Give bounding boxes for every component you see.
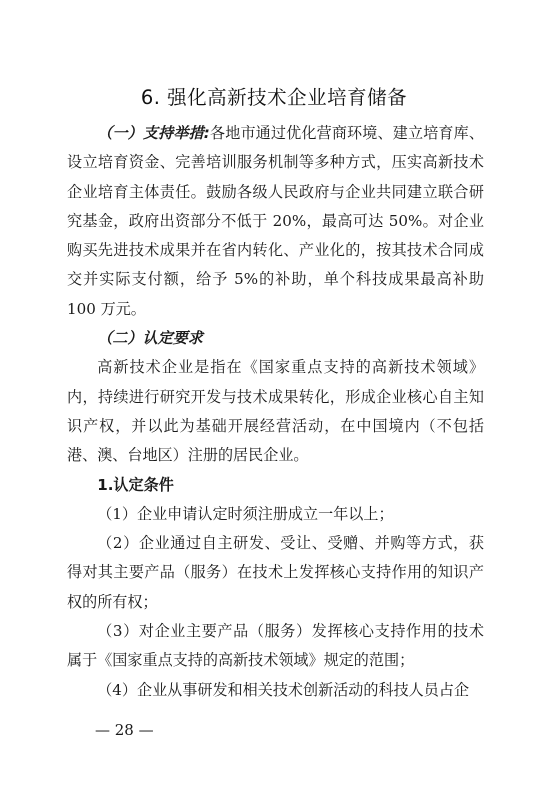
section-title: 6. 强化高新技术企业培育储备 [140, 86, 408, 109]
condition-item-2: （2）企业通过自主研发、受让、受赠、并购等方式，获得对其主要产品（服务）在技术上发挥核心支持作用的知识产权的所有权； [67, 534, 484, 611]
condition-item-3: （3）对企业主要产品（服务）发挥核心支持作用的技术属于《国家重点支持的高新技术领域》规定的范围； [67, 622, 484, 670]
recognition-heading: （二）认定要求 [97, 329, 203, 348]
document-body [67, 119, 484, 705]
support-paragraph [67, 119, 484, 324]
conditions-heading: 1.认定条件 [97, 475, 174, 494]
condition-item-4: （4）企业从事研发和相关技术创新活动的科技人员占企 [97, 680, 470, 699]
condition-item-1: （1）企业申请认定时须注册成立一年以上； [97, 504, 394, 523]
support-heading: （一）支持举措: [97, 124, 210, 142]
support-text: 各地市通过优化营商环境、建立培育库、设立培育资金、完善培训服务机制等多种方式，压实高新技术企业培育主体责任。鼓励各级人民政府与企业共同建立联合研究基金，政府出资部分不低于 20%，最高可达 50%。对企业购买先进技术成果并在省内转化、产业化的，按其技术合同成交并实际支付额，给予 5%的补助，单个科技成果最高补助 100 万元。 [67, 124, 484, 318]
recognition-paragraph: 高新技术企业是指在《国家重点支持的高新技术领域》内，持续进行研究开发与技术成果转化，形成企业核心自主知识产权，并以此为基础开展经营活动，在中国境内（不包括港、澳、台地区）注册的居民企业。 [67, 358, 484, 465]
page-number: — 28 — [95, 721, 154, 739]
